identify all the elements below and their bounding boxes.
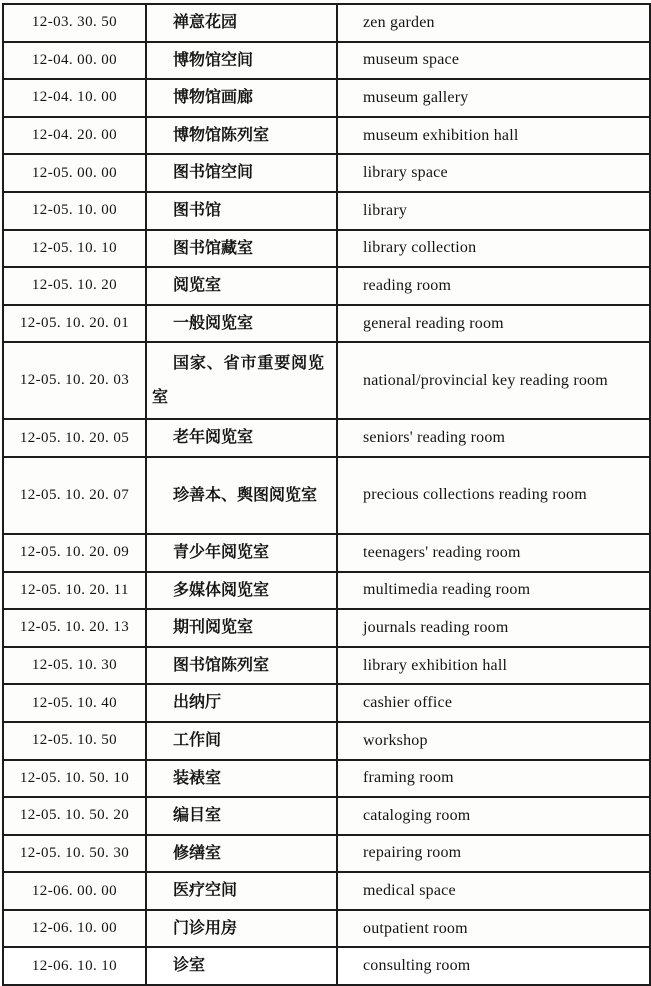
table-row <box>3 947 650 985</box>
table-row <box>3 117 650 155</box>
english-term-cell: national/provincial key reading room <box>337 342 650 419</box>
table-row <box>3 572 650 610</box>
table-row <box>3 419 650 457</box>
english-term-cell: cashier office <box>337 684 650 722</box>
code-cell: 12-05. 10. 50 <box>3 722 146 760</box>
code-cell: 12-05. 10. 30 <box>3 647 146 685</box>
chinese-term-cell: 老年阅览室 <box>146 419 337 457</box>
chinese-term-cell: 禅意花园 <box>146 4 337 42</box>
chinese-term-cell: 图书馆 <box>146 192 337 230</box>
english-term-cell: medical space <box>337 872 650 910</box>
table-row <box>3 342 650 419</box>
english-term-cell: cataloging room <box>337 797 650 835</box>
chinese-term-cell: 装裱室 <box>146 760 337 798</box>
english-term-cell: library collection <box>337 230 650 268</box>
code-cell: 12-04. 00. 00 <box>3 42 146 80</box>
code-cell: 12-05. 10. 20. 05 <box>3 419 146 457</box>
english-term-cell: museum space <box>337 42 650 80</box>
table-row <box>3 684 650 722</box>
code-cell: 12-05. 10. 40 <box>3 684 146 722</box>
code-cell: 12-05. 10. 20. 11 <box>3 572 146 610</box>
code-cell: 12-05. 10. 50. 30 <box>3 835 146 873</box>
english-term-cell: consulting room <box>337 947 650 985</box>
code-cell: 12-05. 10. 20 <box>3 267 146 305</box>
table-row <box>3 797 650 835</box>
table-row <box>3 267 650 305</box>
chinese-term-cell: 门诊用房 <box>146 910 337 948</box>
code-cell: 12-03. 30. 50 <box>3 4 146 42</box>
code-cell: 12-05. 00. 00 <box>3 154 146 192</box>
chinese-term-cell: 编目室 <box>146 797 337 835</box>
chinese-term-cell: 修缮室 <box>146 835 337 873</box>
english-term-cell: library exhibition hall <box>337 647 650 685</box>
chinese-term-cell: 出纳厅 <box>146 684 337 722</box>
chinese-term-cell: 多媒体阅览室 <box>146 572 337 610</box>
english-term-cell: teenagers' reading room <box>337 534 650 572</box>
chinese-term-cell: 医疗空间 <box>146 872 337 910</box>
table-row <box>3 647 650 685</box>
chinese-term-cell: 图书馆空间 <box>146 154 337 192</box>
code-cell: 12-05. 10. 50. 10 <box>3 760 146 798</box>
english-term-cell: journals reading room <box>337 609 650 647</box>
code-cell: 12-06. 10. 00 <box>3 910 146 948</box>
chinese-term-cell: 诊室 <box>146 947 337 985</box>
english-term-cell: museum exhibition hall <box>337 117 650 155</box>
table-row <box>3 835 650 873</box>
table-row <box>3 910 650 948</box>
table-row <box>3 760 650 798</box>
code-cell: 12-05. 10. 20. 13 <box>3 609 146 647</box>
code-cell: 12-05. 10. 20. 07 <box>3 457 146 534</box>
terminology-table-body <box>3 4 650 985</box>
english-term-cell: general reading room <box>337 305 650 343</box>
english-term-cell: zen garden <box>337 4 650 42</box>
code-cell: 12-06. 10. 10 <box>3 947 146 985</box>
chinese-term-cell: 图书馆陈列室 <box>146 647 337 685</box>
code-cell: 12-04. 10. 00 <box>3 79 146 117</box>
code-cell: 12-05. 10. 20. 03 <box>3 342 146 419</box>
code-cell: 12-05. 10. 00 <box>3 192 146 230</box>
chinese-term-cell: 博物馆空间 <box>146 42 337 80</box>
english-term-cell: library space <box>337 154 650 192</box>
table-row <box>3 192 650 230</box>
chinese-term-cell: 博物馆陈列室 <box>146 117 337 155</box>
table-row <box>3 230 650 268</box>
chinese-term-cell: 青少年阅览室 <box>146 534 337 572</box>
code-cell: 12-05. 10. 20. 09 <box>3 534 146 572</box>
english-term-cell: museum gallery <box>337 79 650 117</box>
chinese-term-cell: 一般阅览室 <box>146 305 337 343</box>
english-term-cell: multimedia reading room <box>337 572 650 610</box>
table-row <box>3 722 650 760</box>
code-cell: 12-06. 00. 00 <box>3 872 146 910</box>
chinese-term-cell: 图书馆藏室 <box>146 230 337 268</box>
english-term-cell: reading room <box>337 267 650 305</box>
chinese-term-cell: 阅览室 <box>146 267 337 305</box>
english-term-cell: seniors' reading room <box>337 419 650 457</box>
code-cell: 12-04. 20. 00 <box>3 117 146 155</box>
english-term-cell: framing room <box>337 760 650 798</box>
chinese-term-cell: 博物馆画廊 <box>146 79 337 117</box>
code-cell: 12-05. 10. 50. 20 <box>3 797 146 835</box>
english-term-cell: library <box>337 192 650 230</box>
code-cell: 12-05. 10. 10 <box>3 230 146 268</box>
code-cell: 12-05. 10. 20. 01 <box>3 305 146 343</box>
english-term-cell: outpatient room <box>337 910 650 948</box>
chinese-term-cell: 工作间 <box>146 722 337 760</box>
table-row <box>3 42 650 80</box>
table-row <box>3 534 650 572</box>
table-row <box>3 305 650 343</box>
table-row <box>3 4 650 42</box>
chinese-term-cell: 珍善本、舆图阅览室 <box>146 457 337 534</box>
table-row <box>3 79 650 117</box>
english-term-cell: precious collections reading room <box>337 457 650 534</box>
english-term-cell: repairing room <box>337 835 650 873</box>
table-row <box>3 457 650 534</box>
table-row <box>3 872 650 910</box>
chinese-term-cell: 国家、省市重要阅览室 <box>146 342 337 419</box>
terminology-table <box>2 3 651 986</box>
table-row <box>3 154 650 192</box>
english-term-cell: workshop <box>337 722 650 760</box>
table-row <box>3 609 650 647</box>
chinese-term-cell: 期刊阅览室 <box>146 609 337 647</box>
